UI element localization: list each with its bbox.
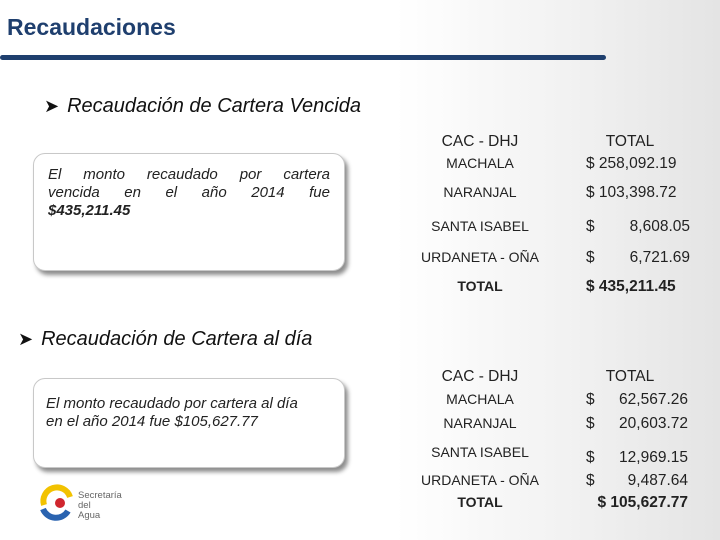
row-amount <box>560 449 700 467</box>
section-heading-text: Recaudación de Cartera al día <box>41 328 313 350</box>
currency-sign: $ <box>586 249 595 266</box>
table-row-amount <box>400 449 700 467</box>
logo-text-line: Secretaría del <box>78 490 122 511</box>
row-amount <box>560 415 700 433</box>
row-name: NARANJAL <box>443 184 517 200</box>
row-name: SANTA ISABEL <box>431 444 529 460</box>
table-header-row <box>400 368 700 386</box>
column-header-cac: CAC - DHJ <box>441 368 519 385</box>
logo-text-line: Agua <box>78 510 101 521</box>
row-name: NARANJAL <box>443 415 517 431</box>
currency-sign: $ <box>586 415 595 432</box>
row-name: MACHALA <box>446 155 514 171</box>
total-amount: $ 435,211.45 <box>586 278 676 295</box>
row-amount: $ 103,398.72 <box>586 184 677 201</box>
table-row <box>400 391 700 409</box>
table-total-row <box>400 278 700 296</box>
callout-amount: $435,211.45 <box>48 202 131 219</box>
row-amount <box>560 249 700 267</box>
table-row <box>400 218 700 236</box>
arrow-bullet-icon: ➤ <box>18 329 34 349</box>
table-row <box>400 472 700 490</box>
row-amount <box>560 391 700 409</box>
currency-sign: $ <box>586 218 595 235</box>
logo-mark-icon <box>38 483 76 521</box>
table-row <box>400 184 700 202</box>
callout-cartera-al-dia <box>33 378 345 468</box>
currency-sign: $ <box>586 472 595 489</box>
amount-value: 8,608.05 <box>629 218 690 235</box>
amount-value: 62,567.26 <box>619 391 688 408</box>
row-amount <box>560 218 700 236</box>
table-header-row <box>400 133 700 151</box>
section-heading-text: Recaudación de Cartera Vencida <box>67 95 361 117</box>
row-name: SANTA ISABEL <box>431 218 529 234</box>
callout-text-line: vencida en el año 2014 fue <box>48 184 330 201</box>
currency-sign: $ <box>586 391 595 408</box>
column-header-cac: CAC - DHJ <box>441 133 519 150</box>
table-cartera-al-dia <box>400 362 700 522</box>
callout-cartera-vencida <box>33 153 345 271</box>
row-name: URDANETA - OÑA <box>421 472 539 488</box>
callout-text-line: en el año 2014 fue $105,627.77 <box>46 413 258 430</box>
amount-value: 20,603.72 <box>619 415 688 432</box>
column-header-total: TOTAL <box>605 368 655 385</box>
callout-text-line: El monto recaudado por cartera al día <box>46 395 298 412</box>
amount-value: 9,487.64 <box>627 472 688 489</box>
row-name: URDANETA - OÑA <box>421 249 539 265</box>
section-heading-cartera-vencida <box>44 95 361 118</box>
table-row <box>400 415 700 433</box>
section-heading-cartera-al-dia <box>18 328 312 351</box>
amount-value: 12,969.15 <box>619 449 688 466</box>
row-amount <box>560 472 700 490</box>
row-amount: $ 258,092.19 <box>586 155 677 172</box>
currency-sign: $ <box>586 449 595 466</box>
table-total-row <box>400 494 700 512</box>
table-row <box>400 155 700 173</box>
row-name: MACHALA <box>446 391 514 407</box>
total-label: TOTAL <box>457 278 503 294</box>
title-divider <box>0 55 606 60</box>
logo-text <box>78 491 133 521</box>
column-header-total: TOTAL <box>605 133 655 150</box>
table-cartera-vencida <box>400 128 700 308</box>
secretaria-del-agua-logo <box>38 483 133 525</box>
table-row <box>400 249 700 267</box>
callout-text-line: El monto recaudado por cartera <box>48 166 330 183</box>
amount-value: 6,721.69 <box>629 249 690 266</box>
page-title: Recaudaciones <box>7 14 176 40</box>
arrow-bullet-icon: ➤ <box>44 96 60 116</box>
total-amount: $ 105,627.77 <box>597 494 688 511</box>
total-label: TOTAL <box>457 494 503 510</box>
